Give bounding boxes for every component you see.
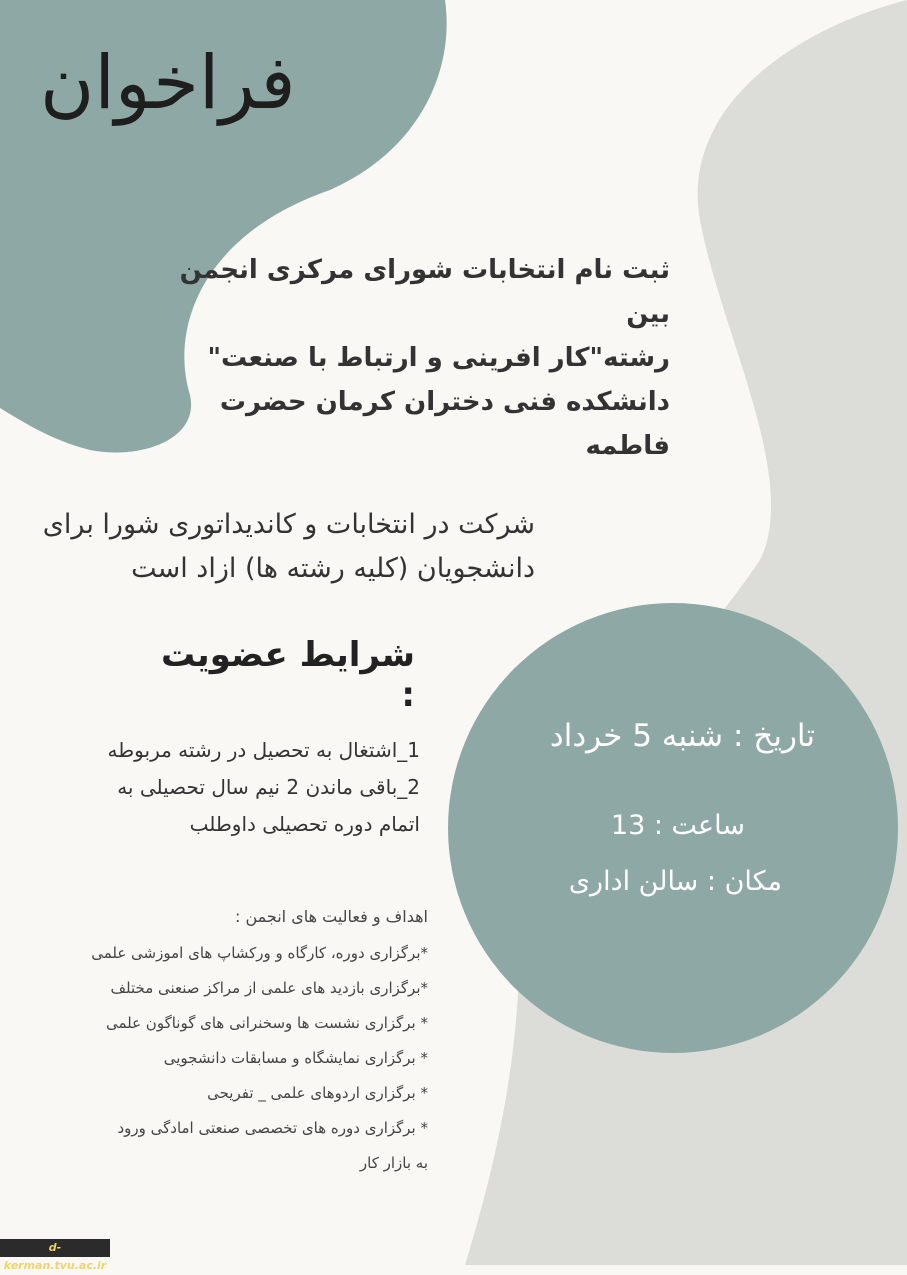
event-date: تاریخ : شنبه 5 خرداد bbox=[549, 718, 815, 754]
goal-item: * برگزاری دوره های تخصصی صنعتی امادگی ورود bbox=[117, 1119, 428, 1137]
intro-line: دانشکده فنی دختران کرمان حضرت فاطمه bbox=[219, 387, 670, 461]
intro-line: رشته"کار افرینی و ارتباط با صنعت" bbox=[207, 343, 670, 373]
conditions-list bbox=[90, 732, 420, 843]
notice-text bbox=[10, 503, 535, 591]
site-watermark: d-kerman.tvu.ac.ir bbox=[0, 1239, 110, 1257]
intro-line: ثبت نام انتخابات شورای مرکزی انجمن بین bbox=[179, 255, 670, 329]
condition-item: 2_باقی ماندن 2 نیم سال تحصیلی به bbox=[117, 775, 420, 799]
page-title: فراخوان bbox=[40, 40, 296, 126]
goal-item: به بازار کار bbox=[359, 1154, 428, 1172]
conditions-title: شرایط عضویت : bbox=[160, 635, 415, 715]
event-place: مکان : سالن اداری bbox=[568, 866, 782, 897]
goals-title: اهداف و فعالیت های انجمن : bbox=[234, 907, 428, 926]
goals-list bbox=[20, 936, 428, 1181]
goal-item: * برگزاری نشست ها وسخنرانی های گوناگون علمی bbox=[105, 1014, 428, 1032]
goal-item: *برگزاری دوره، کارگاه و ورکشاپ های اموزشی علمی bbox=[91, 944, 428, 962]
goal-item: *برگزاری بازدید های علمی از مراکز صنعنی مختلف bbox=[110, 979, 428, 997]
goal-item: * برگزاری اردوهای علمی _ تفریحی bbox=[207, 1084, 428, 1102]
goal-item: * برگزاری نمایشگاه و مسابقات دانشجویی bbox=[163, 1049, 428, 1067]
intro-text bbox=[160, 248, 670, 468]
condition-item: 1_اشتغال به تحصیل در رشته مربوطه bbox=[107, 738, 420, 762]
event-time: ساعت : 13 bbox=[610, 810, 745, 841]
notice-line: شرکت در انتخابات و کاندیداتوری شورا برای bbox=[42, 509, 535, 540]
condition-item: اتمام دوره تحصیلی داوطلب bbox=[189, 812, 420, 836]
notice-line: دانشجویان (کلیه رشته ها) ازاد است bbox=[131, 553, 535, 584]
